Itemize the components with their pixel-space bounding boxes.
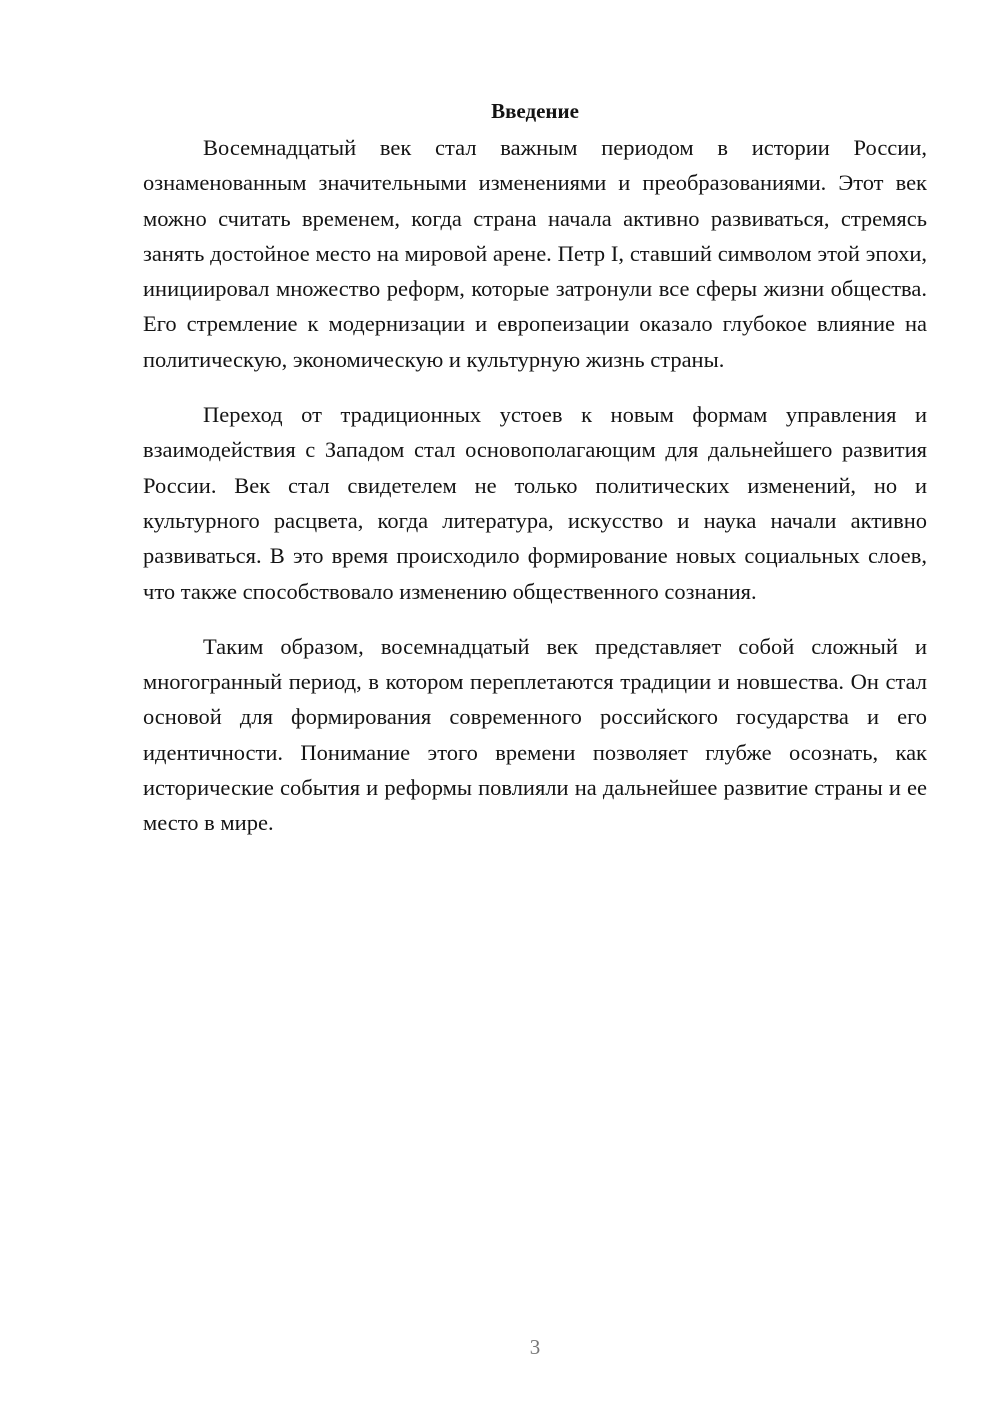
page-number: 3 xyxy=(529,1335,541,1359)
paragraph-intro: Восемнадцатый век стал важным периодом в истории России, ознаменованным значительными изменениями и преобразованиями. Этот век можно считать временем, когда страна начала активно развиваться, стремясь занять достойное место на мировой арене. Петр I, ставший символом этой эпохи, инициировал множество реформ, которые затронули все сферы жизни общества. Его стремление к модернизации и европеизации оказало глубокое влияние на политическую, экономическую и культурную жизнь страны. xyxy=(143,135,927,372)
paragraph-transition: Переход от традиционных устоев к новым формам управления и взаимодействия с Западом стал основополагающим для дальнейшего развития России. Век стал свидетелем не только политических изменений, но и культурного расцвета, когда литература, искусство и наука начали активно развиваться. В это время происходило формирование новых социальных слоев, что также способствовало изменению общественного сознания. xyxy=(143,402,927,604)
paragraph-conclusion: Таким образом, восемнадцатый век представляет собой сложный и многогранный период, в котором переплетаются традиции и новшества. Он стал основой для формирования современного российского государства и его идентичности. Понимание этого времени позволяет глубже осознать, как исторические события и реформы повлияли на дальнейшее развитие страны и ее место в мире. xyxy=(143,633,927,836)
page-content xyxy=(143,92,927,841)
section-heading: Введение xyxy=(491,99,579,123)
